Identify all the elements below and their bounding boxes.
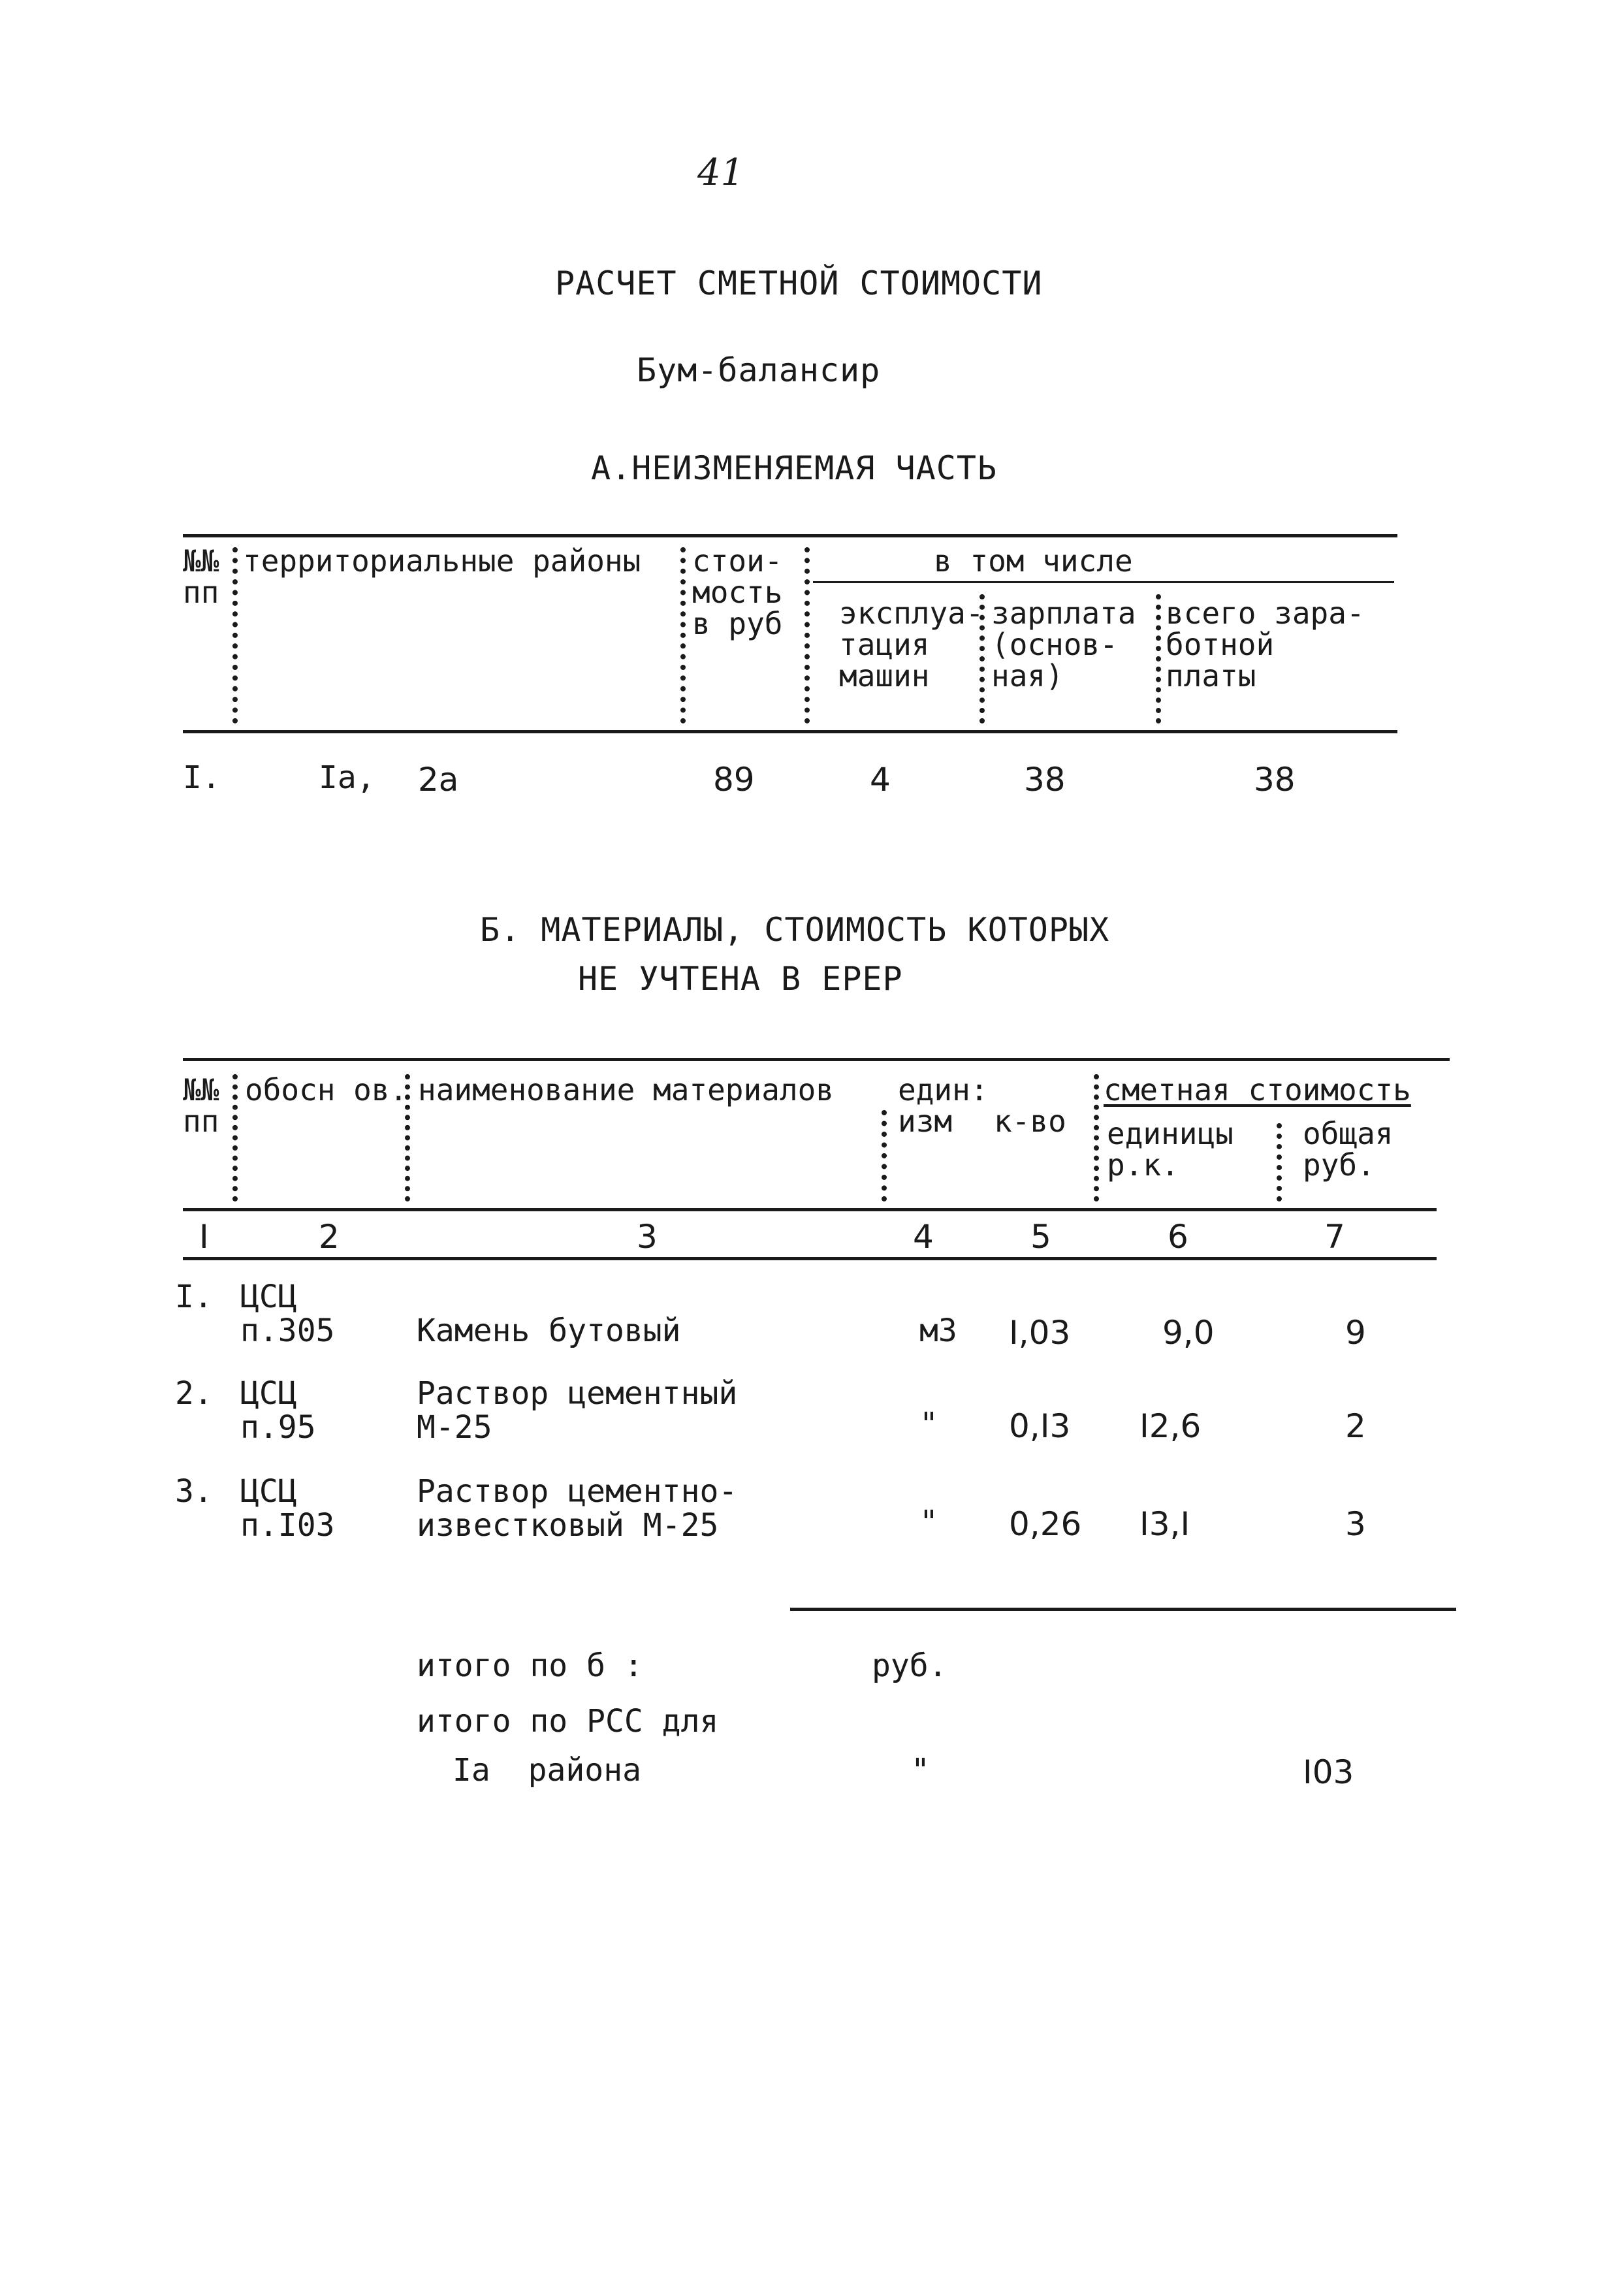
row-unit-price: 9,0 — [1162, 1314, 1215, 1352]
header-total-salary: всего зара- ботной платы — [1166, 596, 1365, 693]
section-a-heading: А.НЕИЗМЕНЯЕМАЯ ЧАСТЬ — [591, 449, 998, 487]
total-rss-label: итого по РСС для — [417, 1703, 719, 1740]
row-basis: ЦСЦ п.I03 — [240, 1473, 335, 1544]
table-a-top-rule — [183, 534, 1397, 537]
table-b-divider — [1277, 1123, 1282, 1202]
row-num: I. — [183, 759, 221, 796]
header-basis: обосн ов. — [245, 1072, 408, 1107]
header-salary: зарплата (основ- ная) — [991, 596, 1136, 693]
header-unit: един: изм — [898, 1072, 989, 1139]
header-cost: стои- мость в руб — [692, 543, 783, 641]
row-total: 3 — [1345, 1505, 1366, 1543]
column-number: 4 — [913, 1218, 934, 1256]
page-number: 41 — [697, 151, 744, 194]
total-b-label: итого по б : — [417, 1647, 643, 1684]
header-in-total: в том числе — [934, 543, 1133, 579]
row-qty: 0,I3 — [1009, 1407, 1071, 1445]
row-exploitation: 4 — [870, 761, 891, 799]
table-b-colnum-rule — [183, 1257, 1437, 1260]
header-region: территориальные районы — [243, 543, 641, 579]
table-b-top-rule — [183, 1058, 1450, 1061]
table-b-header-rule — [183, 1208, 1437, 1211]
row-salary: 38 — [1024, 761, 1066, 799]
row-total-salary: 38 — [1254, 761, 1296, 799]
row-total: 2 — [1345, 1407, 1366, 1445]
row-name: Раствор цементно- известковый М-25 — [417, 1473, 738, 1544]
header-num: №№ пп — [183, 1072, 219, 1139]
section-b-heading: Б. МАТЕРИАЛЫ, СТОИМОСТЬ КОТОРЫХ — [480, 911, 1110, 949]
header-name: наименование материалов — [418, 1072, 834, 1107]
column-number: I — [199, 1218, 209, 1256]
document-title: РАСЧЕТ СМЕТНОЙ СТОИМОСТИ — [555, 264, 1043, 302]
header-total: общая руб. — [1303, 1116, 1393, 1183]
table-b-divider — [1094, 1074, 1099, 1202]
document-subtitle: Бум-балансир — [637, 351, 881, 389]
row-name: Камень бутовый — [417, 1313, 681, 1349]
row-qty: 0,26 — [1009, 1505, 1082, 1543]
column-number: 6 — [1168, 1218, 1188, 1256]
totals-rule — [790, 1608, 1456, 1611]
total-b-unit: руб. — [872, 1647, 947, 1684]
row-total: 9 — [1345, 1314, 1366, 1352]
section-b-heading-line2: НЕ УЧТЕНА В ЕРЕР — [578, 960, 903, 998]
row-basis: ЦСЦ п.95 — [240, 1375, 316, 1446]
column-number: 2 — [319, 1218, 340, 1256]
row-region: 2а — [418, 761, 459, 799]
header-estimated: сметная стоимость — [1104, 1072, 1411, 1107]
row-num: 2. — [175, 1375, 213, 1412]
row-cost: 89 — [713, 761, 755, 799]
row-unit-price: I2,6 — [1139, 1407, 1202, 1445]
column-number: 5 — [1030, 1218, 1051, 1256]
header-exploitation: эксплуа- тация машин — [839, 596, 984, 693]
table-a-divider — [232, 547, 238, 724]
column-number: 3 — [637, 1218, 658, 1256]
header-qty: к-во — [994, 1104, 1066, 1139]
total-rss-region: Iа района — [453, 1752, 641, 1789]
header-unit-price: единицы р.к. — [1107, 1116, 1234, 1183]
table-a-divider — [804, 547, 810, 724]
row-unit: м3 — [919, 1313, 957, 1349]
table-b-divider — [232, 1074, 238, 1202]
row-qty: I,03 — [1009, 1314, 1071, 1352]
table-a-divider — [680, 547, 686, 724]
table-b-divider — [882, 1110, 887, 1202]
row-num: I. — [175, 1279, 213, 1315]
row-unit: " — [919, 1406, 938, 1442]
row-region: Iа, — [319, 759, 375, 796]
row-num: 3. — [175, 1473, 213, 1510]
column-number: 7 — [1324, 1218, 1345, 1256]
table-a-subheader-rule — [813, 581, 1394, 583]
row-unit: " — [919, 1504, 938, 1540]
table-a-divider — [1156, 594, 1161, 724]
header-num: №№ пп — [183, 543, 219, 610]
total-rss-value: I03 — [1303, 1753, 1354, 1791]
total-rss-unit: " — [911, 1752, 930, 1789]
table-a-bottom-rule — [183, 730, 1397, 733]
row-name: Раствор цементный М-25 — [417, 1375, 738, 1446]
row-unit-price: I3,I — [1139, 1505, 1190, 1543]
row-basis: ЦСЦ п.305 — [240, 1279, 335, 1349]
